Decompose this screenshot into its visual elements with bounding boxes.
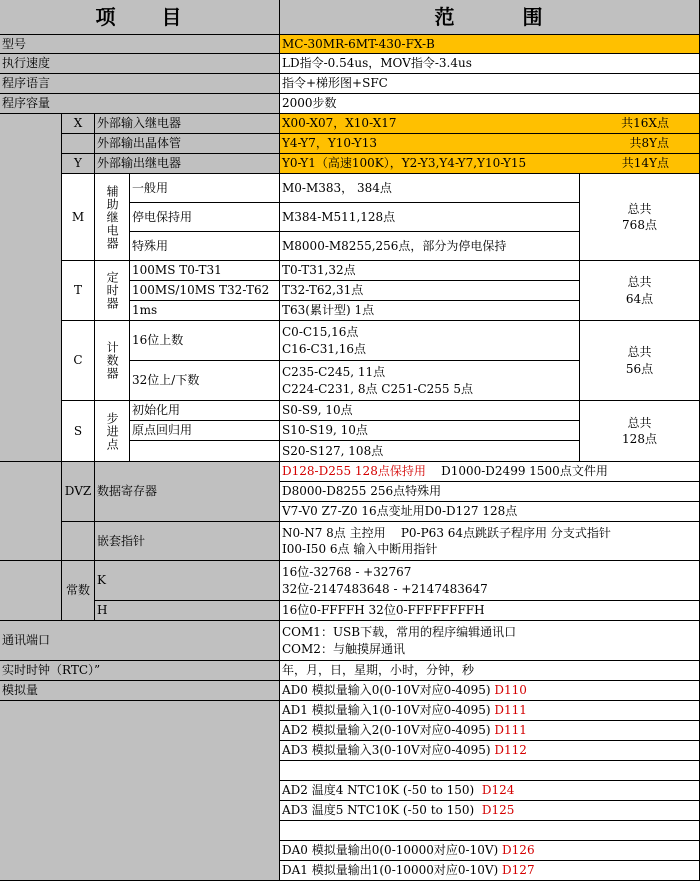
dvz-line3: V7-V0 Z7-Z0 16点变址用D0-D127 128点	[280, 502, 700, 522]
analog-row-2-reg: D111	[494, 703, 527, 718]
analog-row-7-text: AD3 温度5 NTC10K (-50 to 150)	[282, 803, 482, 818]
comm-label: 通讯端口	[0, 621, 280, 661]
t-code: T	[62, 261, 95, 321]
t-group	[95, 261, 130, 321]
s-r3-range: S20-S127, 108点	[280, 441, 580, 462]
model-label: 型号	[0, 35, 280, 54]
c-r1-name: 16位上数	[130, 321, 280, 361]
analog-row-3	[280, 721, 700, 741]
m-group	[95, 174, 130, 261]
c-r2-line2: C224-C231, 8点 C251-C255 5点	[282, 381, 473, 396]
t-total-label: 总共	[627, 275, 652, 290]
m-r3-name: 特殊用	[130, 232, 280, 261]
io-t-range	[280, 134, 700, 154]
t-r1-name: 100MS T0-T31	[130, 261, 280, 281]
c-group	[95, 321, 130, 401]
s-r1-range: S0-S9, 10点	[280, 401, 580, 421]
const-label: 常数	[62, 561, 95, 621]
analog-row-last-reg: D127	[502, 863, 535, 878]
capacity-label: 程序容量	[0, 94, 280, 114]
analog-row-9-text: DA0 模拟量输出0(0-10000对应0-10V)	[282, 843, 503, 858]
t-r2-range: T32-T62,31点	[280, 281, 580, 301]
io-y-range-text: Y0-Y1（高速100K），Y2-Y3,Y4-Y7,Y10-Y15	[282, 156, 527, 171]
s-r2-range: S10-S19, 10点	[280, 421, 580, 441]
language-label: 程序语言	[0, 74, 280, 94]
analog-label: 模拟量	[0, 681, 280, 701]
t-total	[580, 261, 700, 321]
m-group-text: 辅助继电器	[105, 184, 120, 250]
s-total-label: 总共	[627, 415, 652, 430]
analog-row-4-text: AD3 模拟量输入3(0-10V对应0-4095)	[282, 743, 495, 758]
comm-line2: COM2：与触摸屏通讯	[282, 641, 405, 656]
c-group-text: 计数器	[105, 341, 120, 380]
c-r1-line1: C0-C15,16点	[282, 325, 359, 340]
m-r2-range: M384-M511,128点	[280, 203, 580, 232]
t-total-count: 64点	[625, 291, 654, 306]
nest-range	[280, 522, 700, 561]
io-t-total: 共8Y点	[629, 136, 669, 151]
io-y-code: Y	[62, 154, 95, 174]
analog-row-2	[280, 701, 700, 721]
analog-row-last	[280, 861, 700, 881]
io-y-total: 共14Y点	[621, 156, 669, 171]
dvz-line2: D8000-D8255 256点特殊用	[280, 482, 700, 502]
analog-row-3-reg: D111	[494, 723, 527, 738]
c-total-count: 56点	[625, 361, 654, 376]
io-x-name: 外部输入继电器	[95, 114, 280, 134]
header-item: 项 目	[0, 0, 280, 35]
c-r1-range	[280, 321, 580, 361]
io-y-name: 外部输出继电器	[95, 154, 280, 174]
m-code: M	[62, 174, 95, 261]
language-value: 指令+梯形图+SFC	[280, 74, 700, 94]
const-h: H	[95, 601, 280, 621]
dvz-left-block	[0, 462, 62, 561]
const-k-range	[280, 561, 700, 601]
const-h-range: 16位0-FFFFH 32位0-FFFFFFFFH	[280, 601, 700, 621]
t-r3-name: 1ms	[130, 301, 280, 321]
dvz-line1-rest: D1000-D2499 1500点文件用	[425, 464, 608, 479]
s-r1-name: 初始化用	[130, 401, 280, 421]
m-total-count: 768点	[622, 218, 657, 232]
analog-row-7	[280, 801, 700, 821]
const-left-block	[0, 561, 62, 621]
io-t-name: 外部输出晶体管	[95, 134, 280, 154]
io-x-code: X	[62, 114, 95, 134]
dvz-name: 数据寄存器	[95, 462, 280, 522]
s-total	[580, 401, 700, 462]
m-r2-name: 停电保持用	[130, 203, 280, 232]
analog-row-4-reg: D112	[494, 743, 527, 758]
dvz-line1	[280, 462, 700, 482]
io-x-range	[280, 114, 700, 134]
io-x-range-text: X00-X07，X10-X17	[282, 116, 397, 131]
m-total	[580, 174, 700, 261]
nest-name: 嵌套指针	[95, 522, 280, 561]
analog-row-9	[280, 841, 700, 861]
s-code: S	[62, 401, 95, 462]
t-r1-range: T0-T31,32点	[280, 261, 580, 281]
comm-range	[280, 621, 700, 661]
c-code: C	[62, 321, 95, 401]
s-group-text: 步进点	[105, 411, 120, 451]
m-total-label: 总共	[627, 201, 652, 216]
rtc-label: 实时时钟（RTC）”	[0, 661, 280, 681]
io-x-total: 共16X点	[621, 116, 669, 131]
dvz-code: DVZ	[62, 462, 95, 522]
analog-row-4	[280, 741, 700, 761]
analog-row-1	[280, 681, 700, 701]
c-total-label: 总共	[627, 345, 652, 360]
c-r1-line2: C16-C31,16点	[282, 341, 367, 356]
nest-code	[62, 522, 95, 561]
io-t-code	[62, 134, 95, 154]
capacity-value: 2000步数	[280, 94, 700, 114]
speed-value: LD指令-0.54us，MOV指令-3.4us	[280, 54, 700, 74]
dvz-line1-red: D128-D255 128点保持用	[282, 464, 426, 479]
c-total	[580, 321, 700, 401]
t-r3-range: T63(累计型) 1点	[280, 301, 580, 321]
analog-row-5	[280, 761, 700, 781]
analog-row-6-text: AD2 温度4 NTC10K (-50 to 150)	[282, 783, 482, 798]
m-r1-name: 一般用	[130, 174, 280, 203]
comm-line1: COM1：USB下载，常用的程序编辑通讯口	[282, 625, 517, 640]
s-r3-name	[130, 441, 280, 462]
t-r2-name: 100MS/10MS T32-T62	[130, 281, 280, 301]
analog-row-9-reg: D126	[502, 843, 535, 858]
s-r2-name: 原点回归用	[130, 421, 280, 441]
analog-row-8	[280, 821, 700, 841]
model-value: MC-30MR-6MT-430-FX-B	[280, 35, 700, 54]
analog-row-last-text: DA1 模拟量输出1(0-10000对应0-10V)	[282, 863, 503, 878]
const-k: K	[95, 561, 280, 601]
analog-row-2-text: AD1 模拟量输入1(0-10V对应0-4095)	[282, 703, 495, 718]
analog-row-6-reg: D124	[481, 783, 515, 798]
c-r2-range	[280, 361, 580, 401]
analog-row-3-text: AD2 模拟量输入2(0-10V对应0-4095)	[282, 723, 495, 738]
c-r2-line1: C235-C245, 11点	[282, 365, 386, 380]
nest-line1: N0-N7 8点 主控用 P0-P63 64点跳跃子程序用 分支式指针	[282, 525, 611, 540]
analog-row-1-reg: D110	[494, 683, 527, 698]
analog-row-7-reg: D125	[481, 803, 515, 818]
speed-label: 执行速度	[0, 54, 280, 74]
header-range: 范 围	[280, 0, 700, 35]
io-t-range-text: Y4-Y7，Y10-Y13	[282, 136, 377, 151]
c-r2-name: 32位上/下数	[130, 361, 280, 401]
device-left-block	[0, 114, 62, 462]
analog-row-1-text: AD0 模拟量输入0(0-10V对应0-4095)	[282, 683, 495, 698]
const-k-line2: 32位-2147483648 - +2147483647	[282, 581, 488, 596]
analog-left-block	[0, 701, 280, 881]
analog-row-6	[280, 781, 700, 801]
rtc-value: 年，月，日，星期，小时，分钟，秒	[280, 661, 700, 681]
m-r3-range: M8000-M8255,256点，部分为停电保持	[280, 232, 580, 261]
s-total-count: 128点	[622, 432, 657, 446]
io-y-range	[280, 154, 700, 174]
m-r1-range: M0-M383， 384点	[280, 174, 580, 203]
nest-line2: I00-I50 6点 输入中断用指针	[282, 542, 438, 556]
const-k-line1: 16位-32768 - +32767	[282, 565, 412, 580]
s-group	[95, 401, 130, 462]
t-group-text: 定时器	[105, 271, 120, 310]
